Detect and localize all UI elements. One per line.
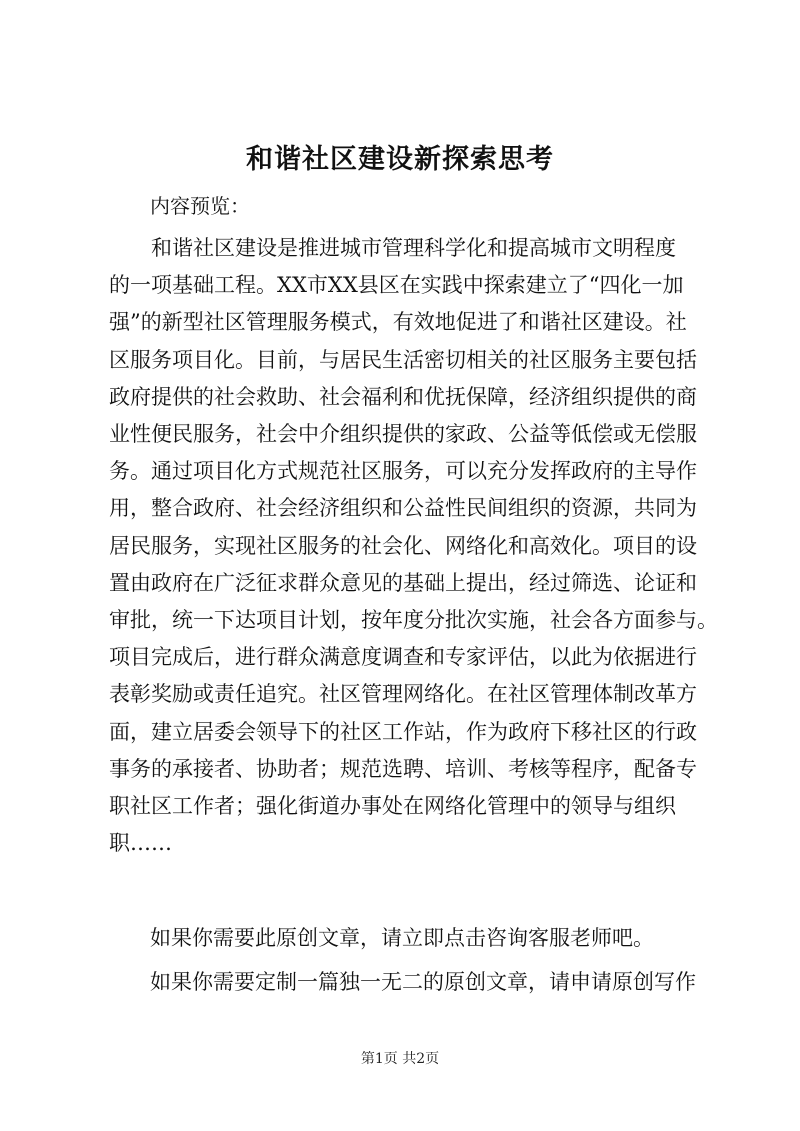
page-number-footer: 第1页 共2页 bbox=[360, 1051, 440, 1067]
paragraph-line: 的一项基础工程。XX市XX县区在实践中探索建立了“四化一加 bbox=[109, 273, 684, 298]
main-paragraph bbox=[109, 230, 718, 862]
paragraph-line: 务。通过项目化方式规范社区服务，可以充分发挥政府的主导作 bbox=[109, 459, 697, 484]
paragraph-line: 事务的承接者、协助者；规范选聘、培训、考核等程序，配备专 bbox=[109, 756, 697, 781]
paragraph-line: 职…… bbox=[109, 831, 172, 856]
paragraph-line: 强”的新型社区管理服务模式，有效地促进了和谐社区建设。社 bbox=[109, 310, 687, 335]
paragraph-line: 置由政府在广泛征求群众意见的基础上提出，经过筛选、论证和 bbox=[109, 570, 697, 595]
paragraph-line: 表彰奖励或责任追究。社区管理网络化。在社区管理体制改革方 bbox=[109, 682, 697, 707]
document-title: 和谐社区建设新探索思考 bbox=[246, 144, 554, 175]
paragraph-line: 政府提供的社会救助、社会福利和优抚保障，经济组织提供的商 bbox=[109, 384, 697, 409]
consult-paragraph: 如果你需要此原创文章，请立即点击咨询客服老师吧。 bbox=[150, 926, 654, 950]
paragraph-line: 和谐社区建设是推进城市管理科学化和提高城市文明程度 bbox=[151, 236, 676, 260]
paragraph-line: 项目完成后，进行群众满意度调查和专家评估，以此为依据进行 bbox=[109, 645, 697, 670]
custom-writing-paragraph: 如果你需要定制一篇独一无二的原创文章，请申请原创写作 bbox=[150, 970, 696, 994]
paragraph-line: 审批，统一下达项目计划，按年度分批次实施，社会各方面参与。 bbox=[109, 608, 718, 633]
paragraph-line: 居民服务，实现社区服务的社会化、网络化和高效化。项目的设 bbox=[109, 533, 697, 558]
paragraph-line: 职社区工作者；强化街道办事处在网络化管理中的领导与组织 bbox=[109, 794, 676, 819]
paragraph-line: 区服务项目化。目前，与居民生活密切相关的社区服务主要包括 bbox=[109, 347, 697, 372]
paragraph-line: 用，整合政府、社会经济组织和公益性民间组织的资源，共同为 bbox=[109, 496, 697, 521]
paragraph-line: 业性便民服务，社会中介组织提供的家政、公益等低偿或无偿服 bbox=[109, 422, 697, 447]
content-preview-label: 内容预览： bbox=[150, 194, 250, 218]
paragraph-line: 面，建立居委会领导下的社区工作站，作为政府下移社区的行政 bbox=[109, 719, 697, 744]
